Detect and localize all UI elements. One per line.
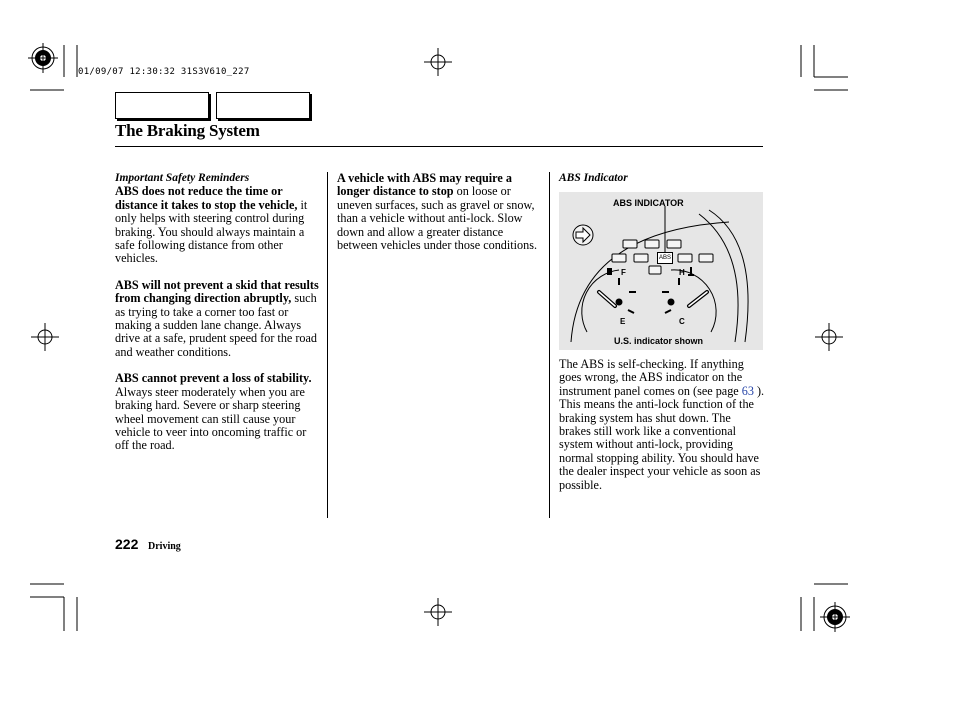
temp-cold-label: C (679, 317, 685, 326)
paragraph-3 (115, 372, 319, 452)
paragraph-4 (337, 172, 541, 252)
right-column (559, 172, 765, 185)
abs-indicator-heading: ABS Indicator (559, 172, 628, 184)
page-title: The Braking System (115, 121, 260, 140)
paragraph-2-bold: ABS will not prevent a skid that results from changing direction abruptly, (115, 277, 319, 306)
header-tab-box-2 (216, 92, 310, 119)
middle-column (337, 172, 541, 265)
paragraph-4-bold: A vehicle with ABS may require a longer distance to stop (337, 171, 512, 199)
paragraph-2 (115, 279, 319, 359)
figure-caption: U.S. indicator shown (614, 336, 704, 346)
temp-hot-label: H (679, 268, 685, 277)
instrument-panel-illustration (559, 192, 763, 350)
paragraph-5-text-a: The ABS is self-checking. If anything goes wrong, the ABS indicator on the instrument panel comes on (see page (559, 357, 744, 398)
section-heading: Important Safety Reminders (115, 172, 250, 184)
abs-description (559, 358, 765, 505)
column-divider-1 (327, 172, 328, 518)
title-rule (115, 146, 763, 147)
left-column (115, 172, 319, 466)
fuel-full-label: F (621, 268, 626, 277)
paragraph-5 (559, 358, 765, 492)
fuel-empty-label: E (620, 317, 626, 326)
page-reference-link[interactable]: 63 (741, 383, 754, 398)
paragraph-3-bold: ABS cannot prevent a loss of stability. (115, 371, 312, 386)
paragraph-5-text-b: ). This means the anti-lock function of the braking system has shut down. The brakes still work like a conventional system without anti-lock, providing normal stopping ability. You should have the dealer inspect your vehicle as soon as possible. (559, 383, 765, 492)
column-divider-2 (549, 172, 550, 518)
section-name: Driving (148, 541, 181, 552)
page-number: 222 (115, 536, 139, 552)
abs-lamp: ABS (657, 252, 673, 264)
header-tab-box-1 (115, 92, 209, 119)
paragraph-2-text: such as trying to take a corner too fast or making a sudden lane change. Always drive at a safe, prudent speed for the road and weather conditions. (115, 291, 318, 359)
abs-indicator-callout: ABS INDICATOR (613, 198, 684, 208)
paragraph-1 (115, 185, 319, 265)
paragraph-1-bold: ABS does not reduce the time or distance it takes to stop the vehicle, (115, 184, 298, 212)
print-stamp: 01/09/07 12:30:32 31S3V610_227 (78, 67, 250, 77)
abs-indicator-figure (559, 192, 763, 350)
paragraph-4-text: on loose or uneven surfaces, such as gravel or snow, than a vehicle without anti-lock. Slow down and allow a greater distance between vehicles under those conditions. (337, 184, 538, 253)
paragraph-3-text: Always steer moderately when you are braking hard. Severe or sharp steering wheel movement can still cause your vehicle to veer into oncoming traffic or off the road. (115, 384, 307, 453)
paragraph-1-text: it only helps with steering control during braking. You should always maintain a safe following distance from other vehicles. (115, 197, 308, 266)
